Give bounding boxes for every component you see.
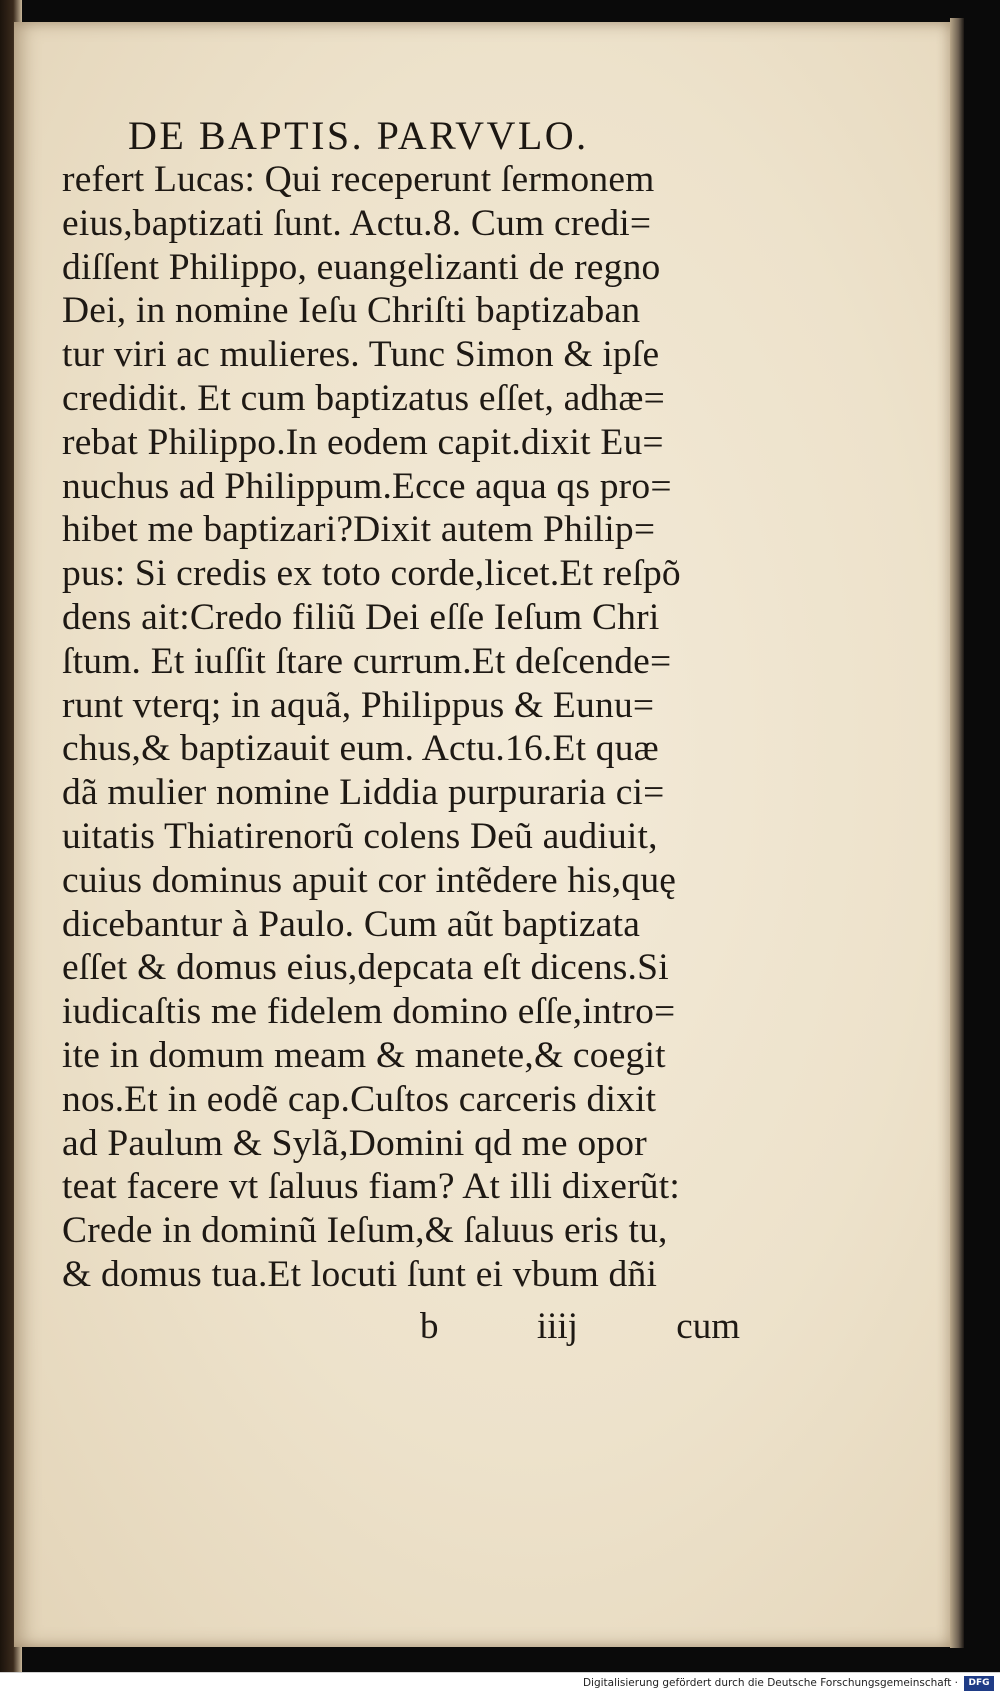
text-line: rebat Philippo.In eodem capit.dixit Eu= (62, 421, 664, 463)
text-line: dã mulier nomine Liddia purpuraria ci= (62, 772, 665, 814)
text-line: pus: Si credis ex toto corde,licet.Et reſpõ (62, 553, 681, 595)
text-line: cuius dominus apuit cor intẽdere his,quę (62, 859, 677, 901)
signature-mark: b (420, 1306, 439, 1347)
text-line: Crede in dominũ Ieſum,& ſaluus eris tu, (62, 1210, 668, 1252)
signature-line (420, 1305, 740, 1348)
text-line: dens ait:Credo filiũ Dei eſſe Ieſum Chri (62, 596, 660, 638)
text-line: ite in domum meam & manete,& coegit (62, 1034, 666, 1076)
text-line: uitatis Thiatirenorũ colens Deũ audiuit, (62, 815, 658, 857)
text-line: hibet me baptizari?Dixit autem Philip= (62, 509, 656, 551)
text-line: eſſet & domus eius,depcata eſt dicens.Si (62, 947, 669, 989)
text-line: dicebantur à Paulo. Cum aũt baptizata (62, 903, 641, 945)
text-line: iudicaſtis me fidelem domino eſſe,intro= (62, 991, 676, 1033)
text-block (62, 158, 732, 1297)
text-line: eius,baptizati ſunt. Actu.8. Cum credi= (62, 202, 652, 244)
dfg-logo: DFG (964, 1676, 994, 1691)
text-line: diſſent Philippo, euangelizanti de regno (62, 246, 661, 288)
funding-credit: Digitalisierung gefördert durch die Deutsche Forschungsgemeinschaft · (582, 1677, 958, 1689)
text-line: nos.Et in eodẽ cap.Cuſtos carceris dixit (62, 1078, 657, 1120)
text-line: tur viri ac mulieres. Tunc Simon & ipſe (62, 334, 660, 376)
text-line: ad Paulum & Sylã,Domini qd me opor (62, 1122, 647, 1164)
text-line: nuchus ad Philippum.Ecce aqua qs pro= (62, 465, 672, 507)
text-line: credidit. Et cum baptizatus eſſet, adhæ= (62, 377, 665, 419)
signature-number: iiij (536, 1306, 578, 1347)
text-line: chus,& baptizauit eum. Actu.16.Et quæ (62, 728, 659, 770)
text-line: & domus tua.Et locuti ſunt ei vbum dñi (62, 1253, 658, 1295)
page-edge (950, 18, 964, 1648)
text-line: teat facere vt ſaluus fiam? At illi dixerũt: (62, 1166, 680, 1208)
catchword: cum (676, 1306, 740, 1347)
text-line: runt vterq; in aquã, Philippus & Eunu= (62, 684, 655, 726)
text-line: ſtum. Et iuſſit ſtare currum.Et deſcende= (62, 640, 672, 682)
running-head: DE BAPTIS. PARVVLO. (128, 113, 589, 158)
text-line: Dei, in nomine Ieſu Chriſti baptizaban (62, 290, 641, 332)
text-line: refert Lucas: Qui receperunt ſermonem (62, 159, 655, 200)
digitization-footer (0, 1672, 1000, 1695)
